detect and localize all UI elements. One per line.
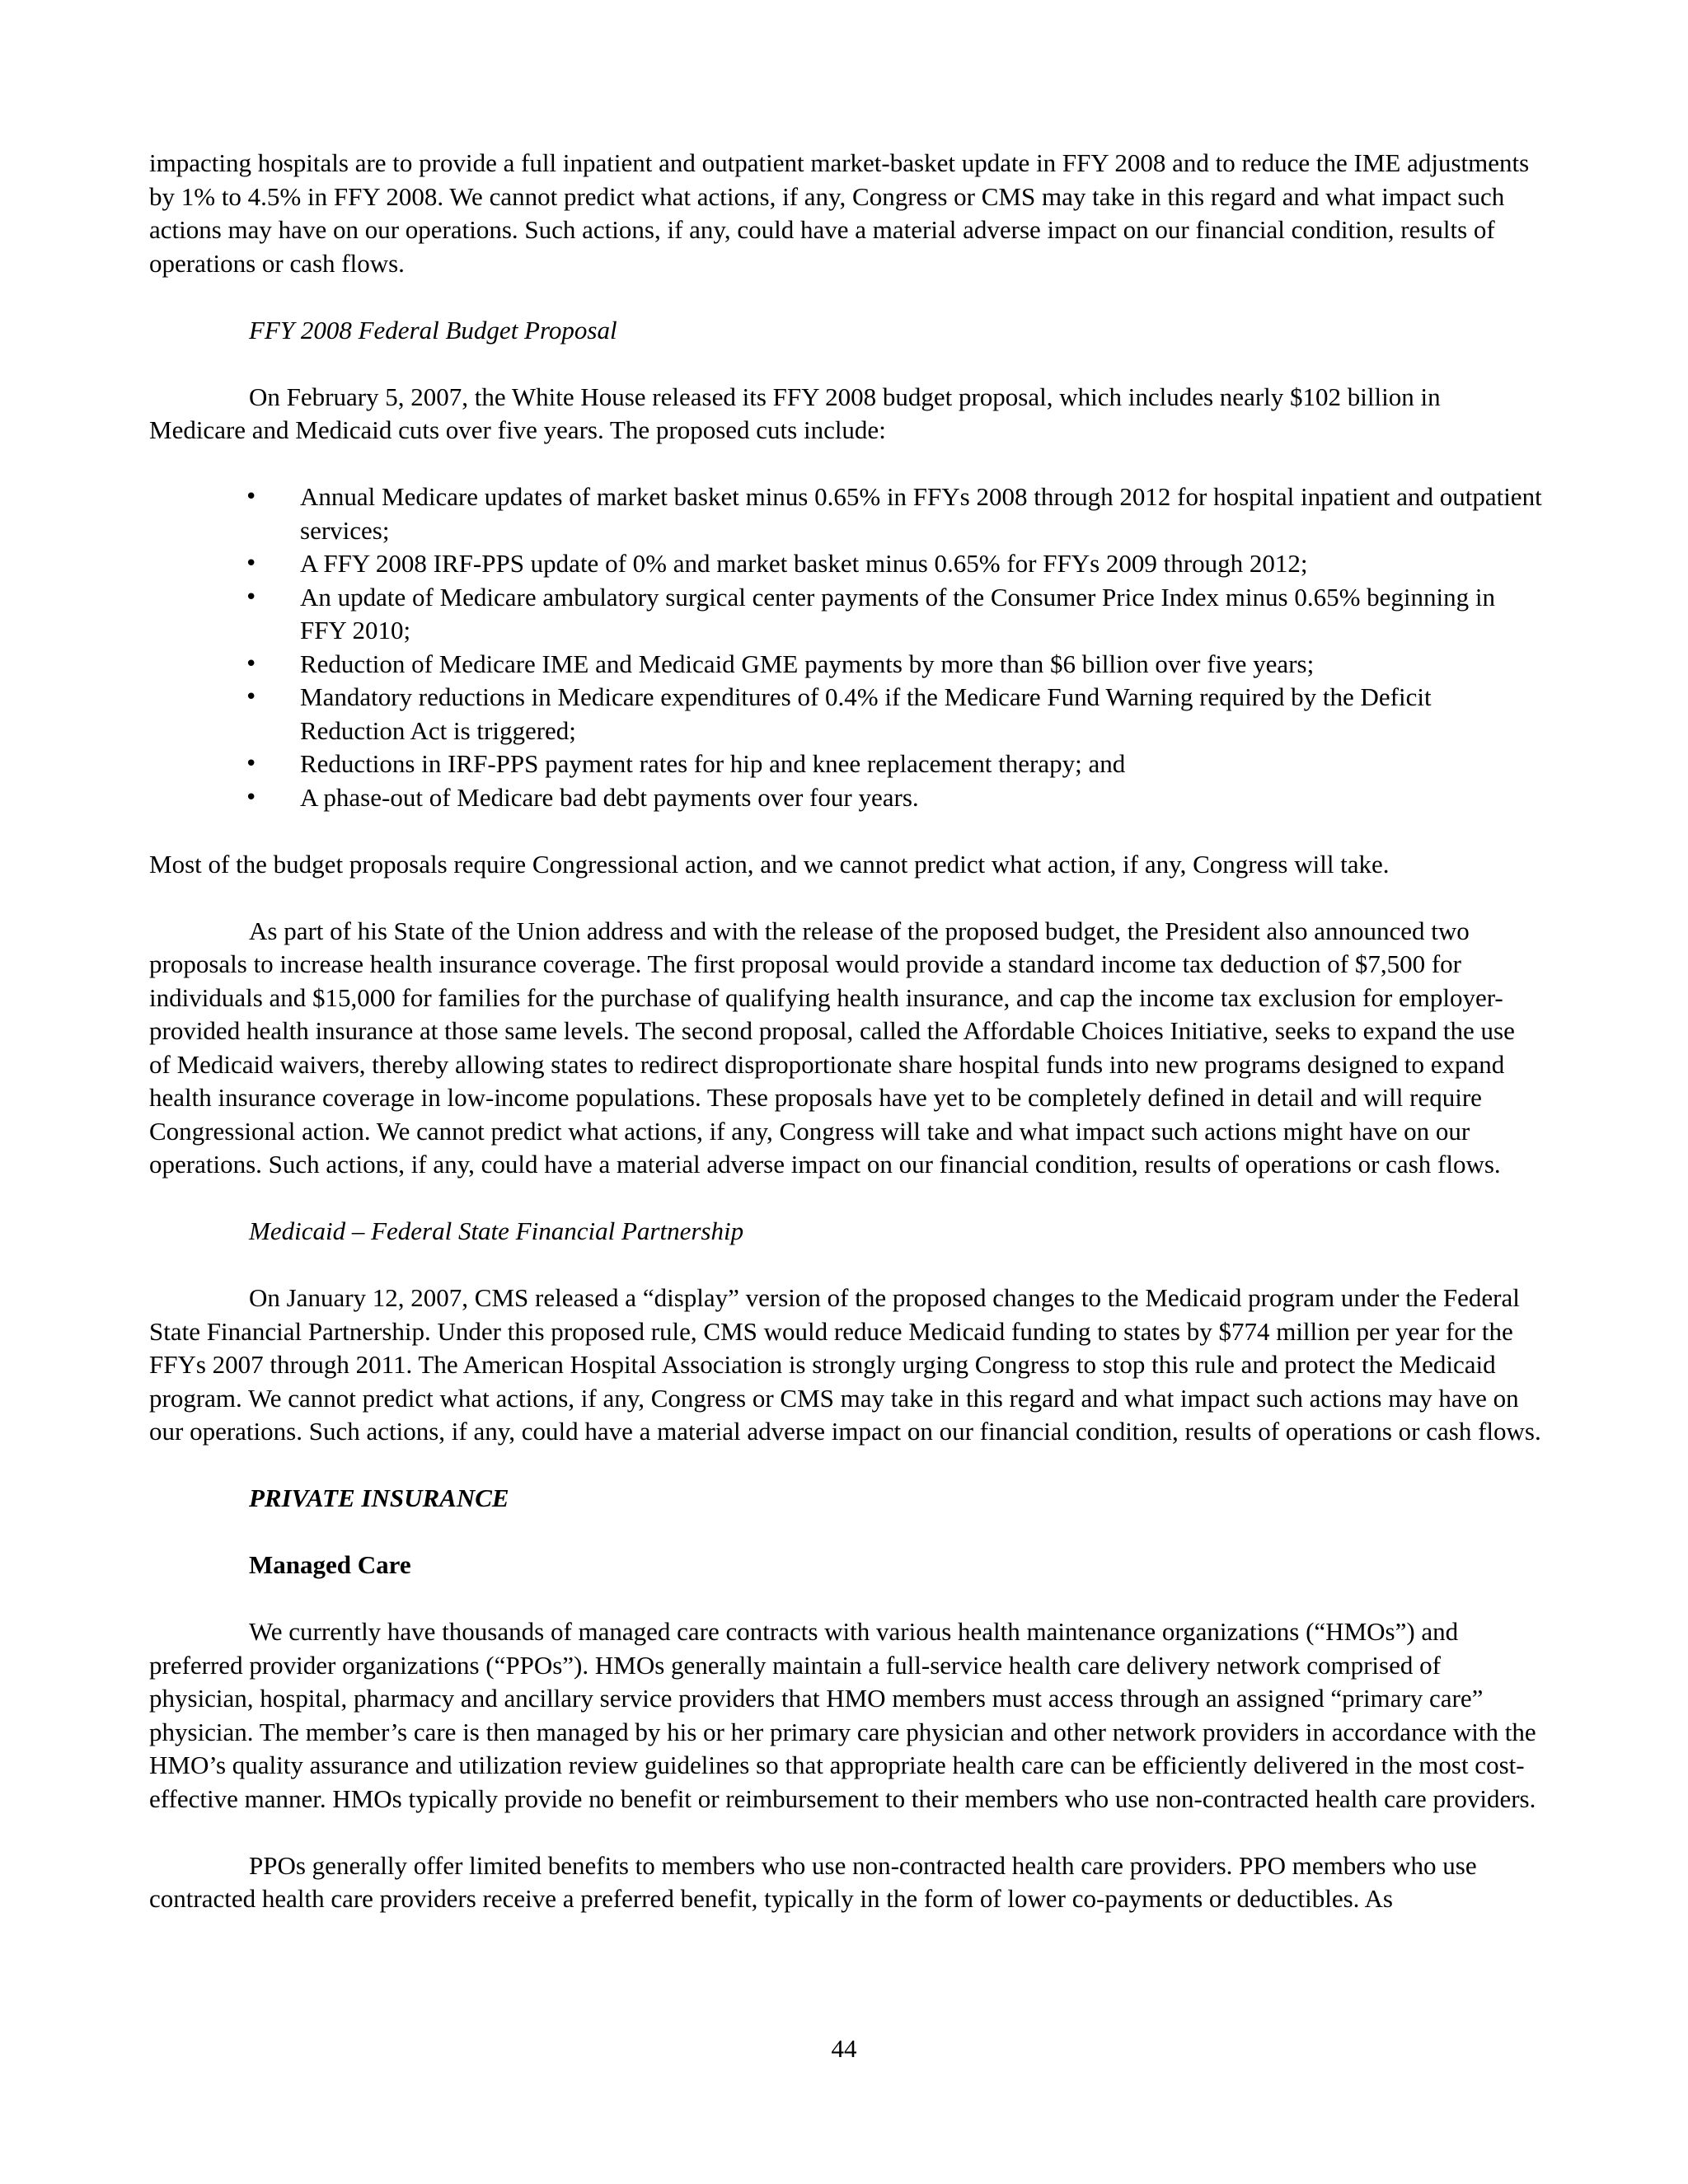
- bullet-icon: •: [245, 551, 258, 576]
- bullet-icon: •: [245, 584, 258, 610]
- paragraph-medicaid-display-version: On January 12, 2007, CMS released a “display” version of the proposed changes to the Medicaid program under the Federal State Financial Partnership. Under this proposed rule, CMS would reduce Medicaid funding to states by $774 million per year for the FFYs 2007 through 2011. The American Hospital Association is strongly urging Congress to stop this rule and protect the Medicaid program. We cannot predict what actions, if any, Congress or CMS may take in this regard and what impact such actions may have on our operations. Such actions, if any, could have a material adverse impact on our financial condition, results of operations or cash flows.: [149, 1283, 1541, 1446]
- paragraph-state-of-union: As part of his State of the Union address and with the release of the proposed budget, the President also announced two proposals to increase health insurance coverage. The first proposal would provide a standard income tax deduction of $7,500 for individuals and $15,000 for families for the purchase of qualifying health insurance, and cap the income tax exclusion for employer-provided health insurance at those same levels. The second proposal, called the Affordable Choices Initiative, seeks to expand the use of Medicaid waivers, thereby allowing states to redirect disproportionate share hospital funds into new programs designed to expand health insurance coverage in low-income populations. These proposals have yet to be completely defined in detail and will require Congressional action. We cannot predict what actions, if any, Congress will take and what impact such actions might have on our operations. Such actions, if any, could have a material adverse impact on our financial condition, results of operations or cash flows.: [149, 916, 1515, 1179]
- list-item: • Annual Medicare updates of market basket minus 0.65% in FFYs 2008 through 2012 for hospital inpatient and outpatient services;: [245, 482, 1542, 545]
- heading-managed-care: Managed Care: [249, 1550, 411, 1579]
- bullet-icon: •: [245, 651, 258, 677]
- paragraph-congressional-action: Most of the budget proposals require Congressional action, and we cannot predict what action, if any, Congress will take.: [149, 849, 1390, 879]
- paragraph-budget-proposal-intro: On February 5, 2007, the White House released its FFY 2008 budget proposal, which includes nearly $102 billion in Medicare and Medicaid cuts over five years. The proposed cuts include:: [149, 382, 1441, 444]
- paragraph-managed-care-contracts: We currently have thousands of managed care contracts with various health maintenance organizations (“HMOs”) and preferred provider organizations (“PPOs”). HMOs generally maintain a full-service health care delivery network comprised of physician, hospital, pharmacy and ancillary service providers that HMO members must access through an assigned “primary care” physician. The member’s care is then managed by his or her primary care physician and other network providers in accordance with the HMO’s quality assurance and utilization review guidelines so that appropriate health care can be efficiently delivered in the most cost-effective manner. HMOs typically provide no benefit or reimbursement to their members who use non-contracted health care providers.: [149, 1617, 1536, 1813]
- bullet-icon: •: [245, 785, 258, 810]
- document-page: [149, 147, 1542, 1949]
- bullet-icon: •: [245, 685, 258, 710]
- page-number: 44: [831, 2034, 857, 2063]
- bullet-icon: •: [245, 752, 258, 776]
- heading-medicaid-partnership: Medicaid – Federal State Financial Partnership: [249, 1216, 744, 1245]
- paragraph-ppos: PPOs generally offer limited benefits to members who use non-contracted health care providers. PPO members who use contracted health care providers receive a preferred benefit, typically in the form of lower co-payments or deductibles. As: [149, 1850, 1477, 1913]
- bullet-icon: •: [245, 485, 258, 509]
- list-item: • A phase-out of Medicare bad debt payments over four years.: [149, 781, 1542, 815]
- list-item: • An update of Medicare ambulatory surgical center payments of the Consumer Price Index minus 0.65% beginning in FFY 2010;: [245, 582, 1496, 644]
- paragraph-ime-adjustments: impacting hospitals are to provide a full inpatient and outpatient market-basket update in FFY 2008 and to reduce the IME adjustments by 1% to 4.5% in FFY 2008. We cannot predict what actions, if any, Congress or CMS may take in this regard and what impact such actions may have on our operations. Such actions, if any, could have a material adverse impact on our financial condition, results of operations or cash flows.: [149, 148, 1530, 278]
- list-item: • A FFY 2008 IRF-PPS update of 0% and market basket minus 0.65% for FFYs 2009 through 2012;: [149, 547, 1542, 581]
- heading-ffy-2008-budget-proposal: FFY 2008 Federal Budget Proposal: [249, 315, 617, 344]
- list-item: • Mandatory reductions in Medicare expenditures of 0.4% if the Medicare Fund Warning required by the Deficit Reduction Act is triggered;: [245, 682, 1432, 745]
- proposed-cuts-list: [149, 480, 1542, 814]
- list-item: • Reduction of Medicare IME and Medicaid GME payments by more than $6 billion over five years;: [149, 648, 1542, 682]
- list-item: • Reductions in IRF-PPS payment rates for hip and knee replacement therapy; and: [149, 748, 1542, 781]
- heading-private-insurance: PRIVATE INSURANCE: [249, 1483, 509, 1512]
